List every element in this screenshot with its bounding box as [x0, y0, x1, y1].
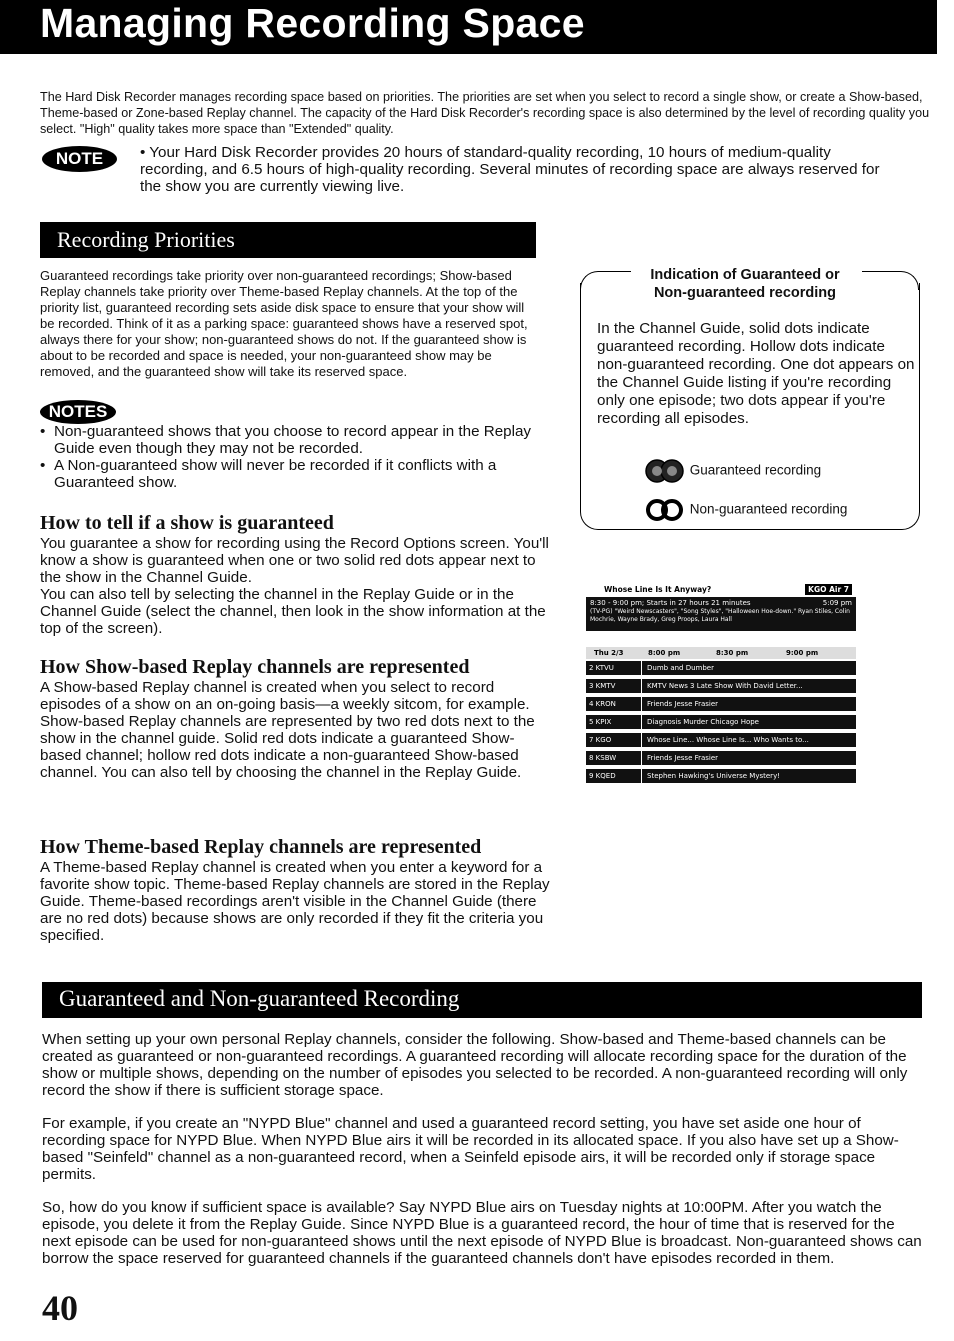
list-item: • A Non-guaranteed show will never be recorded if it conflicts with a Guaranteed show. — [38, 457, 546, 491]
guaranteed-section-body — [42, 1031, 922, 1283]
guide-program: Friends Jesse Frasier — [647, 754, 719, 762]
theme-based-text: A Theme-based Replay channel is created when you enter a keyword for a favorite show topic. Theme-based Replay channels are stored in the Replay Guide. Theme-based recordings aren't visible in the Channel Guide (there are no red dots) because shows are only recorded if they fit the criteria you specified. — [40, 859, 550, 944]
guaranteed-paragraph-2: For example, if you create an "NYPD Blue" channel and used a guaranteed record setting, you have set aside one hour of recording space for NYPD Blue. When NYPD Blue airs it will be recorded in its allocated space. If you also have set up a Show-based "Seinfeld" channel as a non-guaranteed record, when a Seinfeld episode airs, it will be recorded only if storage space permits. — [42, 1115, 899, 1183]
indication-box-text: In the Channel Guide, solid dots indicate guaranteed recording. Hollow dots indicate non-guaranteed recording. One dot appears on the Channel Guide listing if you're recording only one episode; two dots appear if you're recording all episodes. — [597, 320, 915, 427]
indication-box-title: Indication of Guaranteed or Non-guaranteed recording — [650, 267, 840, 301]
guide-program: Diagnosis Murder Chicago Hope — [647, 718, 759, 726]
guide-channel: 2 KTVU — [586, 661, 642, 675]
guide-channel: 7 KGO — [586, 733, 642, 747]
show-based-section — [40, 656, 550, 781]
guide-channel: 5 KPIX — [586, 715, 642, 729]
legend-guaranteed-label: Guaranteed recording — [689, 462, 822, 478]
guaranteed-paragraph-3: So, how do you know if sufficient space is available? Say NYPD Blue airs on Tuesday nights at 10:00PM. After you watch the episode, you delete it from the Replay Guide. Since NYPD Blue is a guaranteed record, the hour of time that is reserved for the next episode can be used for non-guaranteed shows until the next episode of NYPD Blue is broadcast. Non-guaranteed shows can borrow the space reserved for guaranteed channels if the guaranteed channels don't have episodes recorded in them. — [42, 1199, 922, 1267]
screenshot-clock: 5:09 pm — [822, 599, 852, 607]
list-item: • Non-guaranteed shows that you choose to record appear in the Replay Guide even though they may not be recorded. — [38, 423, 546, 457]
recording-priorities-heading: Recording Priorities — [57, 227, 235, 252]
screenshot-info-panel — [586, 597, 856, 631]
guaranteed-paragraph-1: When setting up your own personal Replay channels, consider the following. Show-based and Theme-based channels can be created as guaranteed or non-guaranteed recordings. A guaranteed recording will allocate recording space for the duration of the show or multiple shows, depending on the number of episodes you selected to be recorded. A non-guaranteed recording will only record the show if there is sufficient storage space. — [42, 1031, 908, 1099]
guide-row — [586, 679, 856, 694]
screenshot-caption: Whose Line Is It Anyway? — [604, 585, 712, 594]
screenshot-description: (TV-PG) "Weird Newscasters", "Song Styles", "Halloween Hoe-down." Ryan Stiles, Colin Mochrie, Wayne Brady, Greg Proops, Laura Hall — [590, 608, 850, 623]
title-bar — [0, 0, 937, 54]
guide-row — [586, 751, 856, 766]
timebar-slot: 8:00 pm — [648, 649, 681, 657]
legend-guaranteed — [644, 458, 821, 484]
guide-channel: 3 KMTV — [586, 679, 642, 693]
page-title: Managing Recording Space — [40, 0, 585, 46]
timebar-slot: 9:00 pm — [786, 649, 819, 657]
timebar-date: Thu 2/3 — [594, 649, 624, 657]
guide-program: Whose Line... Whose Line Is... Who Wants to... — [647, 736, 809, 744]
guide-program: Dumb and Dumber — [647, 664, 714, 672]
guide-row — [586, 733, 856, 748]
screenshot-time-row: 8:30 - 9:00 pm; Starts in 27 hours 21 minutes — [590, 599, 751, 607]
notes-list — [38, 423, 546, 491]
theme-based-section — [40, 836, 550, 944]
how-to-tell-section — [40, 512, 550, 637]
guide-row — [586, 661, 856, 676]
guide-program: KMTV News 3 Late Show With David Letter... — [647, 682, 803, 690]
screenshot-timebar — [586, 647, 856, 659]
screenshot-caption-bar — [586, 583, 856, 597]
legend-nonguaranteed — [644, 497, 847, 523]
guide-row — [586, 769, 856, 784]
how-to-tell-text-1: You guarantee a show for recording using the Record Options screen. You'll know a show is guaranteed when one or two solid red dots appear next to the show in the Channel Guide. — [40, 535, 549, 586]
show-based-text: A Show-based Replay channel is created when you select to record episodes of a show on an on-going basis—a weekly sitcom, for example. Show-based Replay channels are represented by two red dots next to the show in the channel guide. Solid red dots indicate a guaranteed Show-based channel; hollow red dots indicate a non-guaranteed Show-based channel. You can also tell by choosing the channel in the Replay Guide. — [40, 679, 535, 781]
guide-channel: 8 KSBW — [586, 751, 642, 765]
note-text: • Your Hard Disk Recorder provides 20 hours of standard-quality recording, 10 hours of medium-quality recording, and 6.5 hours of high-quality recording. Several minutes of recording space are always reserved for the show you are currently viewing live. — [140, 144, 880, 196]
timebar-slot: 8:30 pm — [716, 649, 749, 657]
note-badge: NOTE — [42, 146, 117, 172]
guide-program: Stephen Hawking's Universe Mystery! — [647, 772, 781, 780]
guide-channel: 4 KRON — [586, 697, 642, 711]
guide-row — [586, 697, 856, 712]
guaranteed-section-header — [42, 982, 922, 1018]
legend-nonguaranteed-label: Non-guaranteed recording — [689, 501, 848, 517]
notes-badge: NOTES — [40, 400, 116, 424]
guide-program: Friends Jesse Frasier — [647, 700, 719, 708]
channel-guide-screenshot — [586, 583, 856, 783]
page-number: 40 — [42, 1288, 78, 1328]
how-to-tell-text-2: You can also tell by selecting the channel in the Replay Guide or in the Channel Guide (select the channel, then look in the show information at the top of the screen). — [40, 586, 546, 637]
theme-based-heading: How Theme-based Replay channels are represented — [40, 836, 482, 858]
guide-channel: 9 KQED — [586, 769, 642, 783]
guide-row — [586, 715, 856, 730]
hollow-dots-icon — [644, 497, 686, 523]
recording-priorities-text: Guaranteed recordings take priority over non-guaranteed recordings; Show-based Replay channels take priority over Theme-based Replay channels. At the top of the priority list, guaranteed recording sets aside disk space to ensure that your show will be recorded. Think of it as a parking space: guaranteed shows have a reserved spot, always there for your show; non-guaranteed shows do not. If the guaranteed show is about to be recorded and space is needed, your non-guaranteed show may be removed, and the guaranteed show will take its reserved space. — [40, 268, 528, 379]
intro-paragraph: The Hard Disk Recorder manages recording space based on priorities. The priorities are set when you select to record a single show, or create a Show-based, Theme-based or Zone-based Replay channel. The capacity of the Hard Disk Recorder's recording space is also determined by the level of recording quality you select. "High" quality takes more space than "Extended" quality. — [40, 90, 930, 137]
recording-priorities-header — [40, 222, 536, 258]
guaranteed-section-heading: Guaranteed and Non-guaranteed Recording — [59, 986, 460, 1011]
screenshot-channel-label: KGO Air 7 — [805, 584, 852, 595]
solid-dots-icon — [644, 458, 686, 484]
show-based-heading: How Show-based Replay channels are represented — [40, 656, 470, 678]
how-to-tell-heading: How to tell if a show is guaranteed — [40, 512, 334, 534]
